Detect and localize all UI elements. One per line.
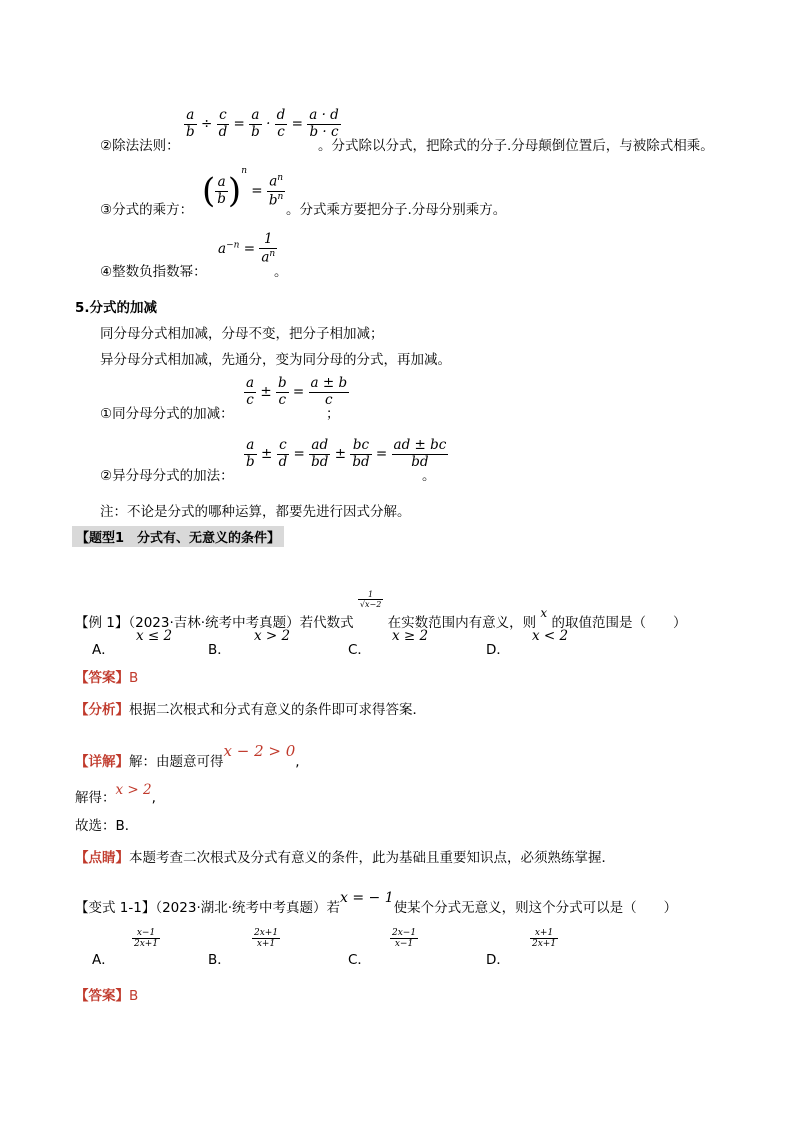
example-solve (75, 782, 156, 806)
example-analysis (75, 698, 426, 718)
example-detail (75, 742, 300, 770)
detail-text: 解：由题意可得 (129, 754, 224, 770)
section-note: 注：不论是分式的哪种运算，都要先进行因式分解。 (100, 504, 411, 520)
solve-expression: x > 2 (115, 782, 152, 798)
example-tail: 的取值范围是（ ） (551, 615, 687, 632)
answer-tag: 【答案】 (75, 670, 129, 686)
example-choose: 故选：B． (75, 818, 139, 834)
comment-tag: 【点睛】 (75, 850, 129, 866)
diff-denominator-formula: $\frac{a}{b}$ ± $\frac{c}{d}$ = $\frac{ad}{bd}$ ± $\frac{bc}{bd}$ = $\frac{ad \pm bc}{bd}$ (246, 437, 447, 470)
detail-expression: x − 2 > 0 (223, 742, 296, 760)
option-fraction: $\frac{2x-1}{x-1}$ (392, 928, 417, 950)
example-question (75, 590, 686, 631)
rule-negexp-formula: $a^{-n}$ = $\frac{1}{a^n}$ (218, 231, 276, 266)
section-line-1: 同分母分式相加减，分母不变，把分子相加减； (100, 326, 384, 342)
example-answer (75, 666, 138, 686)
option-letter: C． (348, 642, 371, 658)
option-letter: C． (348, 952, 371, 968)
rule-negexp-label: ④整数负指数幂： (100, 264, 207, 280)
rule-power-text: 。分式乘方要把分子.分母分别乘方。 (286, 202, 507, 218)
diff-denominator-label: ②异分母分式的加法： (100, 468, 234, 484)
option-letter: B． (208, 642, 231, 658)
type-banner: 【题型1 分式有、无意义的条件】 (72, 526, 284, 547)
same-denominator-label: ①同分母分式的加减： (100, 406, 234, 422)
solve-comma: , (151, 790, 156, 806)
same-denominator-formula: $\frac{a}{c}$ ± $\frac{b}{c}$ = $\frac{a \pm b}{c}$ (246, 375, 348, 408)
variant-lead: 【变式 1-1】（2023·湖北·统考中考真题）若 (75, 900, 341, 916)
answer-value: B (129, 988, 139, 1004)
option-fraction: $\frac{2x+1}{x+1}$ (254, 928, 279, 950)
comment-text: 本题考查二次根式及分式有意义的条件，此为基础且重要知识点，必须熟练掌握． (129, 850, 615, 866)
option-letter: D． (486, 952, 510, 968)
rule-divide-formula: $\frac{a}{b}$ ÷ $\frac{c}{d}$ = $\frac{a}{b}$ · $\frac{d}{c}$ = $\frac{a \cdot d}{b \cdot c}$ (186, 107, 339, 140)
option-letter: A． (92, 642, 115, 658)
rule-negexp-text: 。 (274, 264, 288, 280)
option-fraction: $\frac{x+1}{2x+1}$ (532, 928, 557, 950)
section-title: 5.分式的加减 (75, 300, 158, 316)
variant-question (75, 890, 677, 916)
example-variable: x (540, 606, 548, 621)
detail-comma: , (295, 754, 300, 770)
rule-divide-label: ②除法法则： (100, 138, 180, 154)
option-expression: x ≤ 2 (136, 628, 173, 644)
section-line-2: 异分母分式相加减，先通分，变为同分母的分式，再加减。 (100, 352, 451, 368)
variant-tail: 使某个分式无意义，则这个分式可以是（ ） (393, 900, 678, 916)
rule-power-formula: ( $\frac{a}{b}$ )$^n$ = $\frac{a^n}{b^n}$ (202, 166, 284, 211)
answer-tag: 【答案】 (75, 988, 129, 1004)
option-letter: A． (92, 952, 115, 968)
rule-divide-text: 。分式除以分式，把除式的分子.分母颠倒位置后，与被除式相乘。 (318, 138, 714, 154)
option-letter: B． (208, 952, 231, 968)
example-lead: 【例 1】（2023·吉林·统考中考真题）若代数式 (75, 615, 354, 632)
detail-tag: 【详解】 (75, 754, 129, 770)
option-fraction: $\frac{x-1}{2x+1}$ (134, 928, 159, 950)
analysis-tag: 【分析】 (75, 702, 129, 718)
rule-power-label: ③分式的乘方： (100, 202, 194, 218)
answer-value: B (129, 670, 139, 686)
variant-answer (75, 984, 138, 1004)
example-mid: 在实数范围内有意义，则 (387, 615, 537, 632)
option-expression: x < 2 (532, 628, 569, 644)
option-letter: D． (486, 642, 510, 658)
example-comment (75, 846, 615, 866)
solve-label: 解得： (75, 790, 116, 806)
variant-condition: x = − 1 (340, 890, 394, 906)
example-expression: $\frac{1}{√x-2}$ (359, 590, 382, 610)
same-denominator-end: ； (326, 406, 340, 422)
option-expression: x > 2 (254, 628, 291, 644)
diff-denominator-end: 。 (422, 468, 436, 484)
analysis-text: 根据二次根式和分式有意义的条件即可求得答案． (129, 702, 426, 718)
option-expression: x ≥ 2 (392, 628, 429, 644)
